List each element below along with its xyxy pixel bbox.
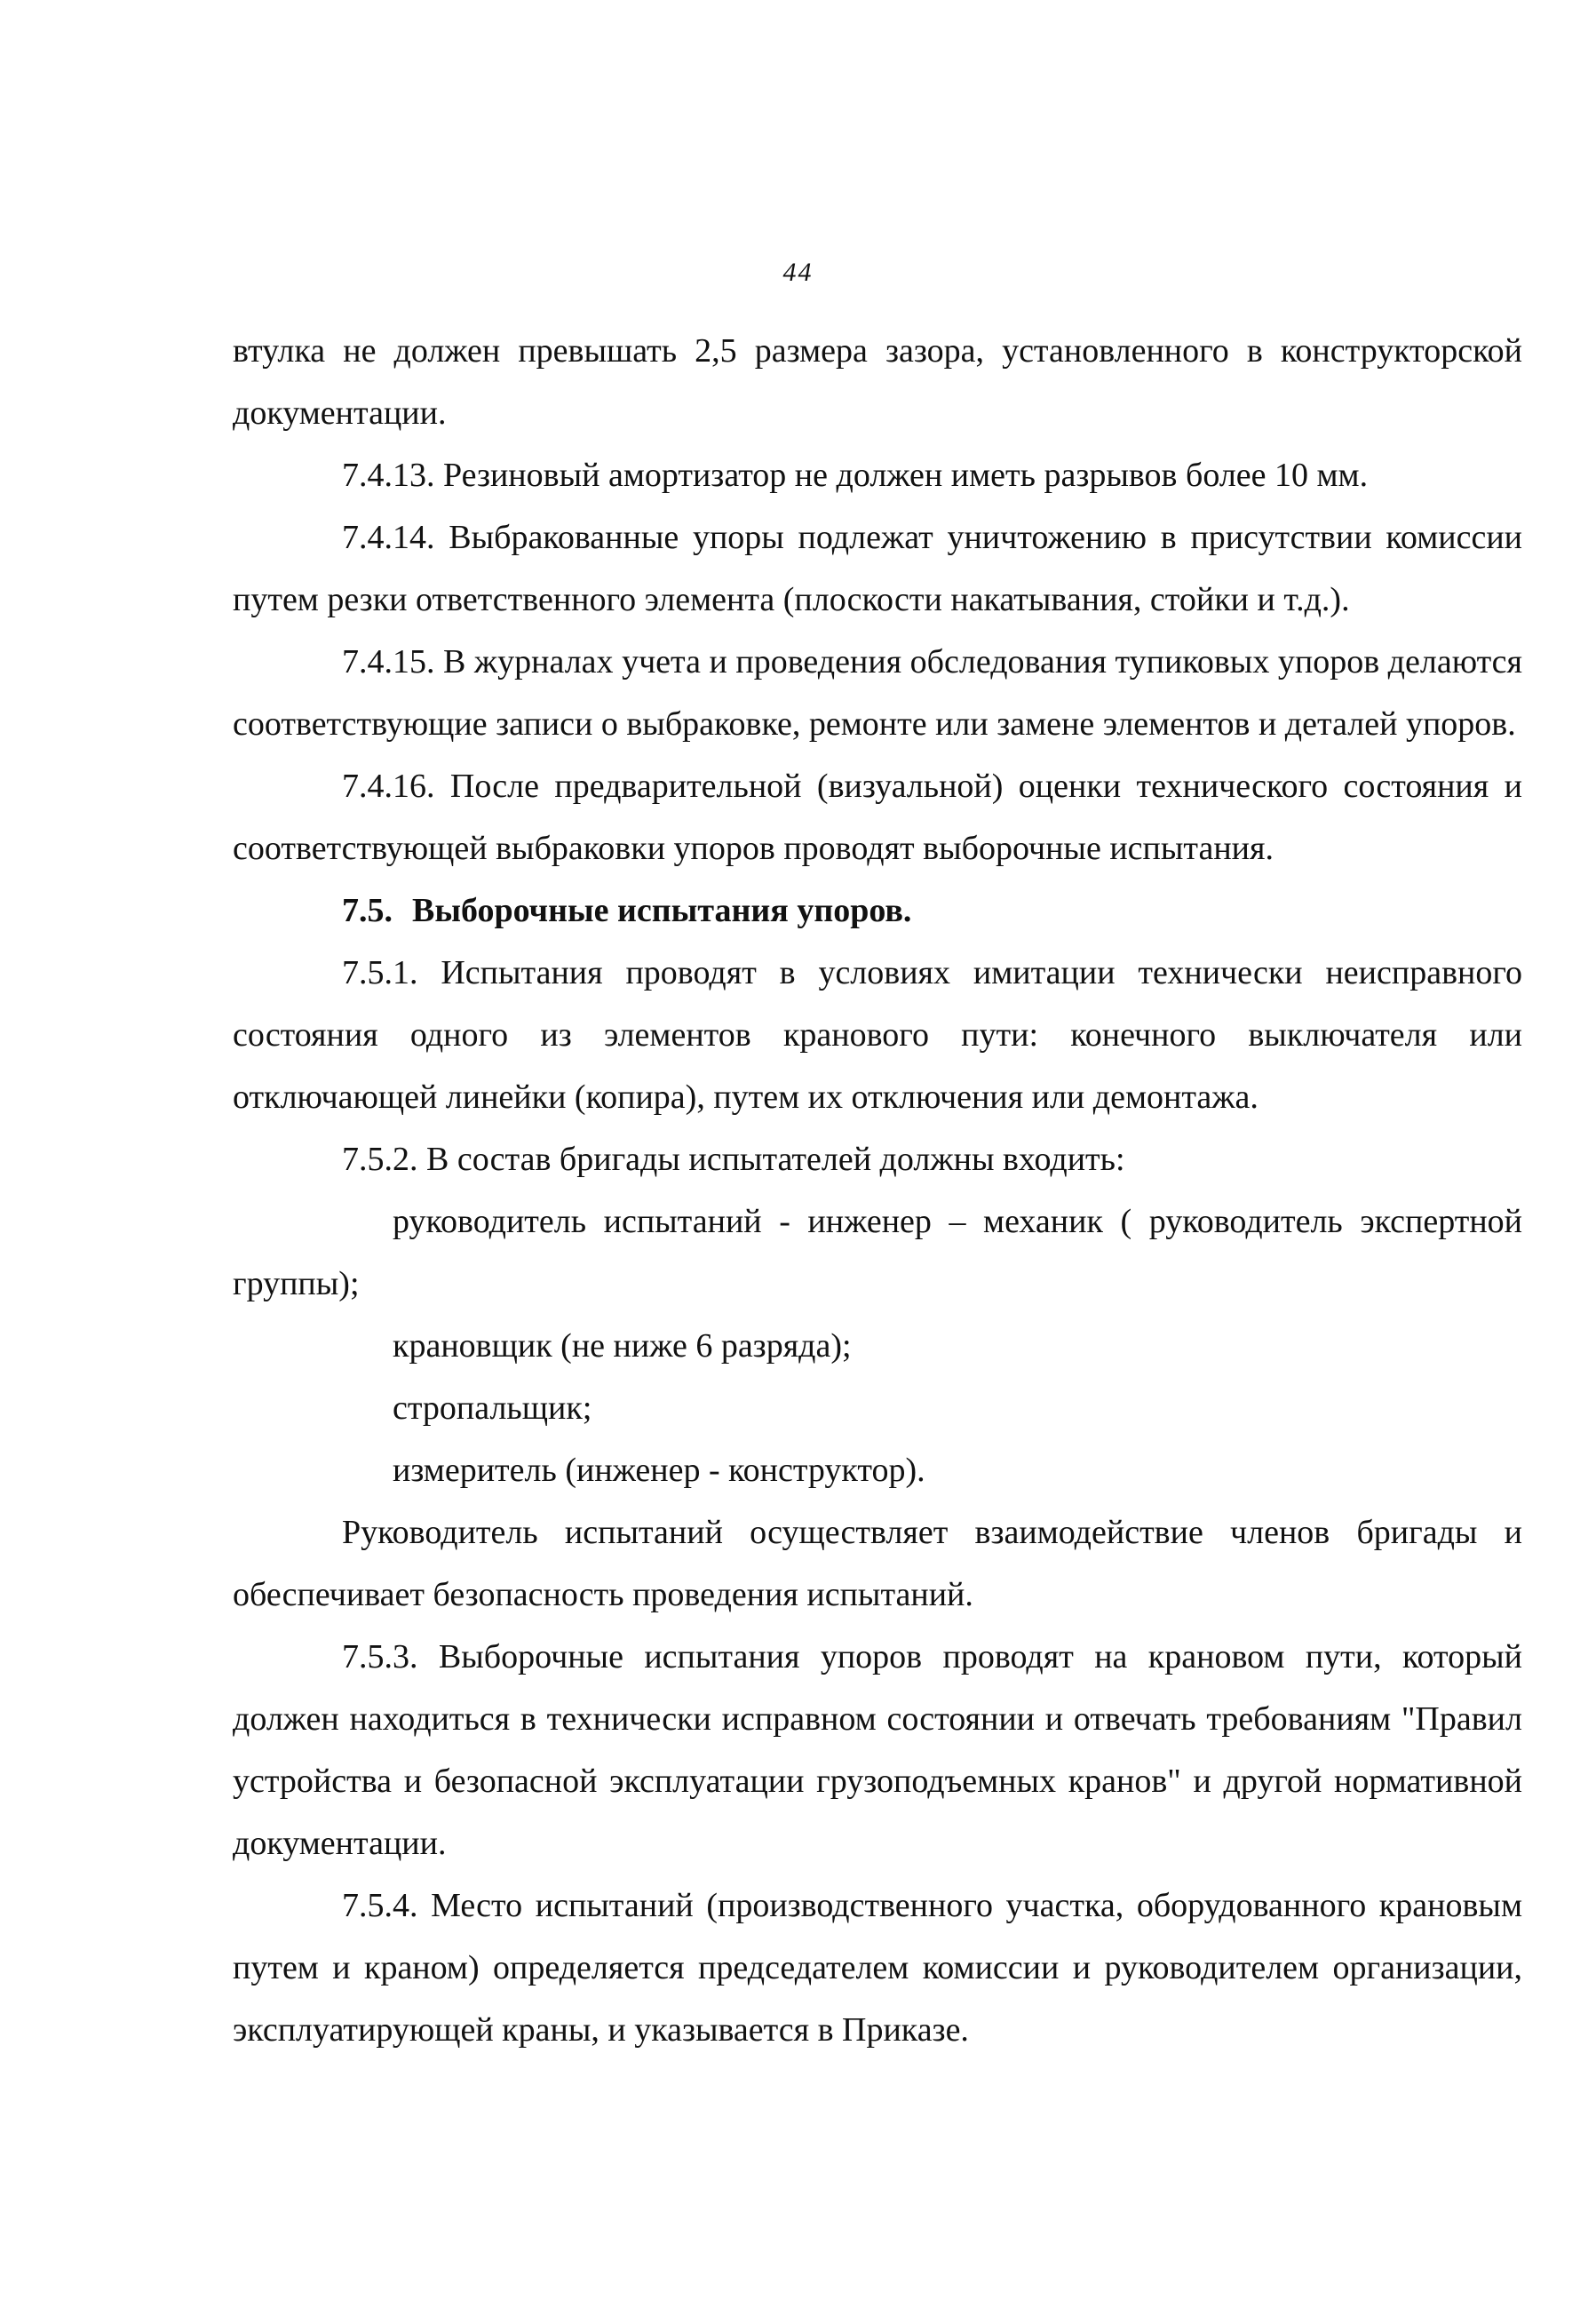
paragraph-7-4-15: 7.4.15. В журналах учета и проведения обследования тупиковых упоров делаются соответствующие записи о выбраковке, ремонте или замене элементов и деталей упоров.: [233, 643, 1522, 743]
paragraph-7-4-14: 7.4.14. Выбракованные упоры подлежат уничтожению в присутствии комиссии путем резки ответственного элемента (плоскости накатывания, стойки и т.д.).: [233, 519, 1522, 618]
paragraph-continuation: втулка не должен превышать 2,5 размера зазора, установленного в конструкторской документации.: [233, 332, 1522, 432]
list-item-test-leader: руководитель испытаний - инженер – механик ( руководитель экспертной группы);: [233, 1203, 1522, 1302]
paragraph-7-5-3: 7.5.3. Выборочные испытания упоров проводят на крановом пути, который должен находиться в технически исправном состоянии и отвечать требованиям "Правил устройства и безопасной эксплуатации грузоподъемных кранов" и другой нормативной документации.: [233, 1638, 1522, 1862]
section-heading-number: 7.5.: [342, 892, 393, 929]
paragraph-test-leader-duties: Руководитель испытаний осуществляет взаимодействие членов бригады и обеспечивает безопасность проведения испытаний.: [233, 1514, 1522, 1613]
page-number: 44: [782, 258, 814, 287]
list-item-slinger: стропальщик;: [393, 1389, 592, 1427]
list-item-crane-operator: крановщик (не ниже 6 разряда);: [393, 1327, 852, 1365]
section-heading-7-5: [233, 879, 1522, 942]
paragraph-7-5-2: 7.5.2. В состав бригады испытателей должны входить:: [342, 1141, 1125, 1178]
paragraph-7-4-13: 7.4.13. Резиновый амортизатор не должен иметь разрывов более 10 мм.: [342, 457, 1369, 494]
list-item-measurer: измеритель (инженер - конструктор).: [393, 1452, 925, 1489]
page-body: [233, 320, 1522, 2061]
paragraph-7-5-4: 7.5.4. Место испытаний (производственного участка, оборудованного крановым путем и краном) определяется председателем комиссии и руководителем организации, эксплуатирующей краны, и указывается в Приказе.: [233, 1887, 1522, 2049]
paragraph-7-5-1: 7.5.1. Испытания проводят в условиях имитации технически неисправного состояния одного из элементов кранового пути: конечного выключателя или отключающей линейки (копира), путем их отключения или демонтажа.: [233, 954, 1522, 1116]
section-heading-text: Выборочные испытания упоров.: [412, 892, 912, 929]
paragraph-7-4-16: 7.4.16. После предварительной (визуальной) оценки технического состояния и соответствующей выбраковки упоров проводят выборочные испытания.: [233, 768, 1522, 867]
